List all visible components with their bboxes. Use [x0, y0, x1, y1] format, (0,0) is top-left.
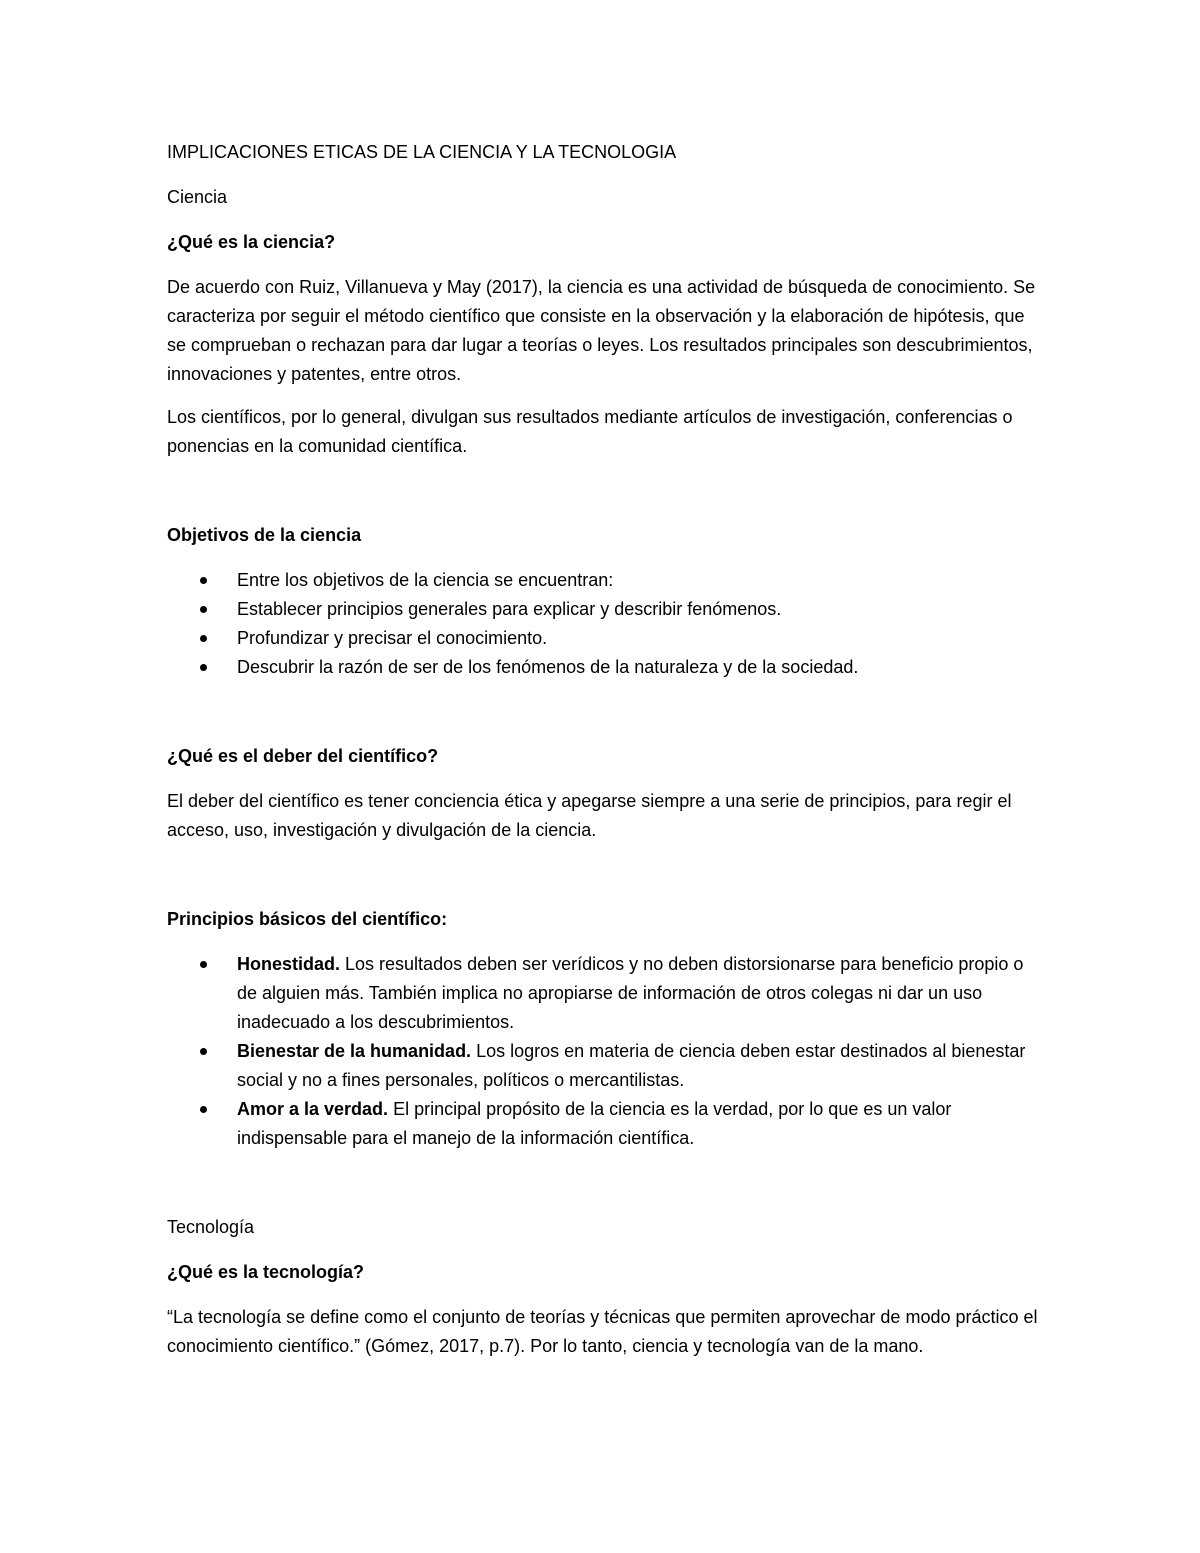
objetivos-list — [167, 566, 1047, 682]
principle-term: Honestidad. — [237, 954, 341, 974]
list-item-text: Descubrir la razón de ser de los fenómenos de la naturaleza y de la sociedad. — [237, 657, 859, 677]
list-item-text: Profundizar y precisar el conocimiento. — [237, 628, 548, 648]
principle-term: Bienestar de la humanidad. — [237, 1041, 472, 1061]
bullet-icon — [200, 635, 207, 642]
section-heading-ciencia: Ciencia — [167, 187, 228, 207]
list-item — [167, 1095, 1047, 1153]
bullet-icon — [200, 664, 207, 671]
bullet-icon — [200, 1106, 207, 1113]
section-heading-deber: ¿Qué es el deber del científico? — [167, 746, 439, 766]
spacer — [167, 859, 1047, 905]
principle-text: Los logros en materia de ciencia deben estar destinados al bienestar social y no a fines personales, políticos o mercantilistas. — [237, 1041, 1026, 1090]
bullet-icon — [200, 961, 207, 968]
document-page — [167, 138, 1047, 1375]
bullet-icon — [200, 606, 207, 613]
principios-list — [167, 950, 1047, 1153]
bullet-icon — [200, 1048, 207, 1055]
section-heading-objetivos: Objetivos de la ciencia — [167, 525, 362, 545]
bullet-icon — [200, 577, 207, 584]
list-item — [167, 653, 1047, 682]
section-heading-tecnologia: Tecnología — [167, 1217, 255, 1237]
spacer — [167, 1167, 1047, 1213]
deber-paragraph: El deber del científico es tener conciencia ética y apegarse siempre a una serie de principios, para regir el acceso, uso, investigación y divulgación de la ciencia. — [167, 791, 1012, 840]
question-que-es-tecnologia: ¿Qué es la tecnología? — [167, 1262, 365, 1282]
ciencia-paragraph-2: Los científicos, por lo general, divulgan sus resultados mediante artículos de investigación, conferencias o ponencias en la comunidad científica. — [167, 407, 1013, 456]
ciencia-paragraph-1: De acuerdo con Ruiz, Villanueva y May (2017), la ciencia es una actividad de búsqueda de conocimiento. Se caracteriza por seguir el método científico que consiste en la observación y la elaboración de hipótesis, que se comprueban o rechazan para dar lugar a teorías o leyes. Los resultados principales son descubrimientos, innovaciones y patentes, entre otros. — [167, 277, 1036, 384]
list-item — [167, 624, 1047, 653]
principle-term: Amor a la verdad. — [237, 1099, 389, 1119]
principle-text: Los resultados deben ser verídicos y no deben distorsionarse para beneficio propio o de alguien más. También implica no apropiarse de información de otros colegas ni dar un uso inadecuado a los descubrimientos. — [237, 954, 1024, 1032]
list-item — [167, 595, 1047, 624]
document-title: IMPLICACIONES ETICAS DE LA CIENCIA Y LA TECNOLOGIA — [167, 142, 677, 162]
question-que-es-ciencia: ¿Qué es la ciencia? — [167, 232, 336, 252]
tecnologia-paragraph: “La tecnología se define como el conjunto de teorías y técnicas que permiten aprovechar de modo práctico el conocimiento científico.” (Gómez, 2017, p.7). Por lo tanto, ciencia y tecnología van de la mano. — [167, 1307, 1038, 1356]
principle-text: El principal propósito de la ciencia es la verdad, por lo que es un valor indispensable para el manejo de la información científica. — [237, 1099, 952, 1148]
list-item — [167, 950, 1047, 1037]
spacer — [167, 475, 1047, 521]
list-item — [167, 1037, 1047, 1095]
list-item-text: Establecer principios generales para explicar y describir fenómenos. — [237, 599, 782, 619]
section-heading-principios: Principios básicos del científico: — [167, 909, 448, 929]
list-item-text: Entre los objetivos de la ciencia se encuentran: — [237, 570, 614, 590]
list-item — [167, 566, 1047, 595]
spacer — [167, 696, 1047, 742]
